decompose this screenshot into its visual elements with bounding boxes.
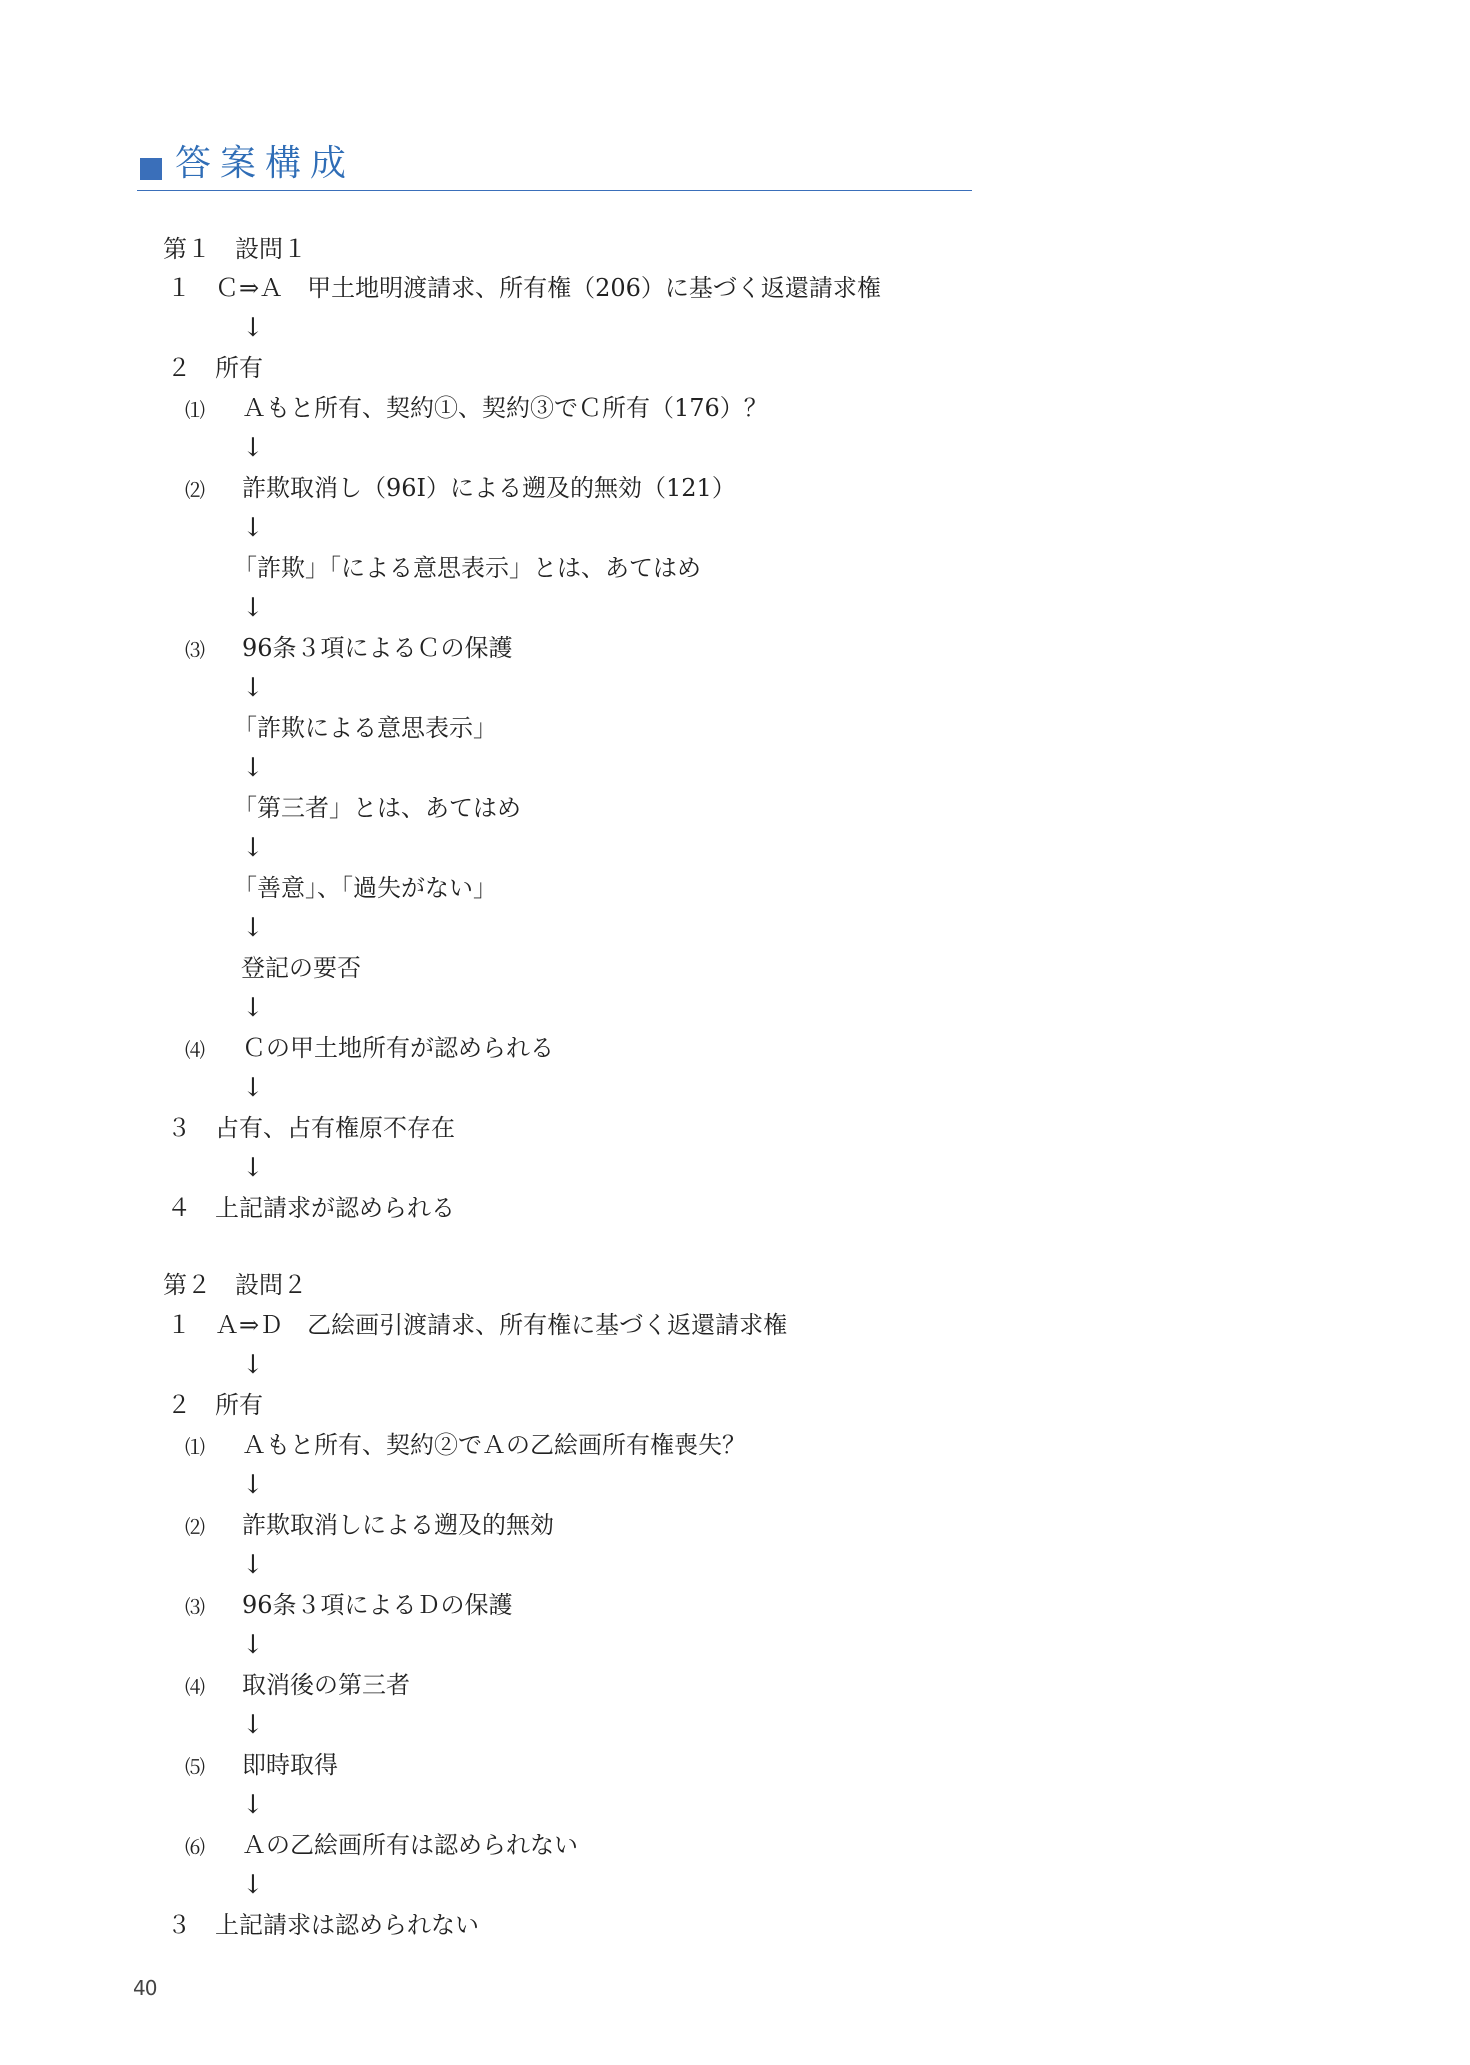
flow-arrow-icon: ↓ — [242, 1350, 264, 1380]
item-text: Ｃの甲土地所有が認められる — [242, 1034, 554, 1062]
page-number: 40 — [133, 1976, 157, 2000]
item-text: 上記請求は認められない — [215, 1911, 479, 1939]
item-number: ２ — [167, 1391, 191, 1419]
flow-arrow-icon: ↓ — [242, 1470, 264, 1500]
section-heading — [137, 140, 972, 192]
item-text: 所有 — [215, 1391, 263, 1419]
item-number: ⑶ — [185, 1595, 205, 1619]
flow-arrow-icon: ↓ — [242, 513, 264, 543]
item-text: 96条３項によるＤの保護 — [242, 1591, 513, 1619]
heading-square-icon — [140, 158, 162, 180]
flow-arrow-icon: ↓ — [242, 1153, 264, 1183]
item-text: Ａもと所有、契約②でＡの乙絵画所有権喪失？ — [242, 1431, 746, 1459]
item-number: ２ — [167, 354, 191, 382]
flow-arrow-icon: ↓ — [242, 433, 264, 463]
item-text: 所有 — [215, 354, 263, 382]
item-number: ３ — [167, 1911, 191, 1939]
item-number: ⑸ — [185, 1755, 205, 1779]
flow-arrow-icon: ↓ — [242, 1073, 264, 1103]
item-text: Ｃ⇒Ａ 甲土地明渡請求、所有権（206）に基づく返還請求権 — [215, 274, 881, 302]
item-number: ⑴ — [185, 398, 205, 422]
s1-subline: 「善意」、「過失がない」 — [233, 874, 497, 902]
item-number: ⑵ — [185, 478, 205, 502]
item-number: ４ — [167, 1194, 191, 1222]
item-number: １ — [167, 1311, 191, 1339]
item-text: 取消後の第三者 — [242, 1671, 410, 1699]
flow-arrow-icon: ↓ — [242, 833, 264, 863]
item-text: 上記請求が認められる — [215, 1194, 455, 1222]
item-number: ⑷ — [185, 1675, 205, 1699]
item-text: Ａ⇒Ｄ 乙絵画引渡請求、所有権に基づく返還請求権 — [215, 1311, 788, 1339]
s1-subline: 登記の要否 — [241, 954, 361, 982]
item-text: 即時取得 — [242, 1751, 338, 1779]
item-text: 96条３項によるＣの保護 — [242, 634, 513, 662]
s1-subline: 「第三者」とは、あてはめ — [233, 794, 521, 822]
flow-arrow-icon: ↓ — [242, 1790, 264, 1820]
flow-arrow-icon: ↓ — [242, 1550, 264, 1580]
flow-arrow-icon: ↓ — [242, 673, 264, 703]
item-text: Ａの乙絵画所有は認められない — [242, 1831, 578, 1859]
flow-arrow-icon: ↓ — [242, 1870, 264, 1900]
flow-arrow-icon: ↓ — [242, 1710, 264, 1740]
item-number: ⑷ — [185, 1038, 205, 1062]
s1-subline: 「詐欺」「による意思表示」とは、あてはめ — [233, 554, 701, 582]
item-text: 詐欺取消しによる遡及的無効 — [242, 1511, 554, 1539]
item-text: Ａもと所有、契約①、契約③でＣ所有（176）？ — [242, 394, 768, 422]
item-number: ⑶ — [185, 638, 205, 662]
heading-title: 答案構成 — [175, 143, 356, 184]
item-number: ⑹ — [185, 1835, 205, 1859]
item-number: ⑵ — [185, 1515, 205, 1539]
s1-subline: 「詐欺による意思表示」 — [233, 714, 497, 742]
item-text: 占有、占有権原不存在 — [215, 1114, 455, 1142]
flow-arrow-icon: ↓ — [242, 753, 264, 783]
flow-arrow-icon: ↓ — [242, 1630, 264, 1660]
heading-rule — [137, 190, 972, 191]
item-text: 詐欺取消し（96Ⅰ）による遡及的無効（121） — [242, 474, 736, 502]
item-number: １ — [167, 274, 191, 302]
section1-label: 第１ 設問１ — [163, 235, 307, 263]
flow-arrow-icon: ↓ — [242, 913, 264, 943]
flow-arrow-icon: ↓ — [242, 593, 264, 623]
item-number: ３ — [167, 1114, 191, 1142]
flow-arrow-icon: ↓ — [242, 993, 264, 1023]
flow-arrow-icon: ↓ — [242, 313, 264, 343]
item-number: ⑴ — [185, 1435, 205, 1459]
section2-label: 第２ 設問２ — [163, 1271, 307, 1299]
